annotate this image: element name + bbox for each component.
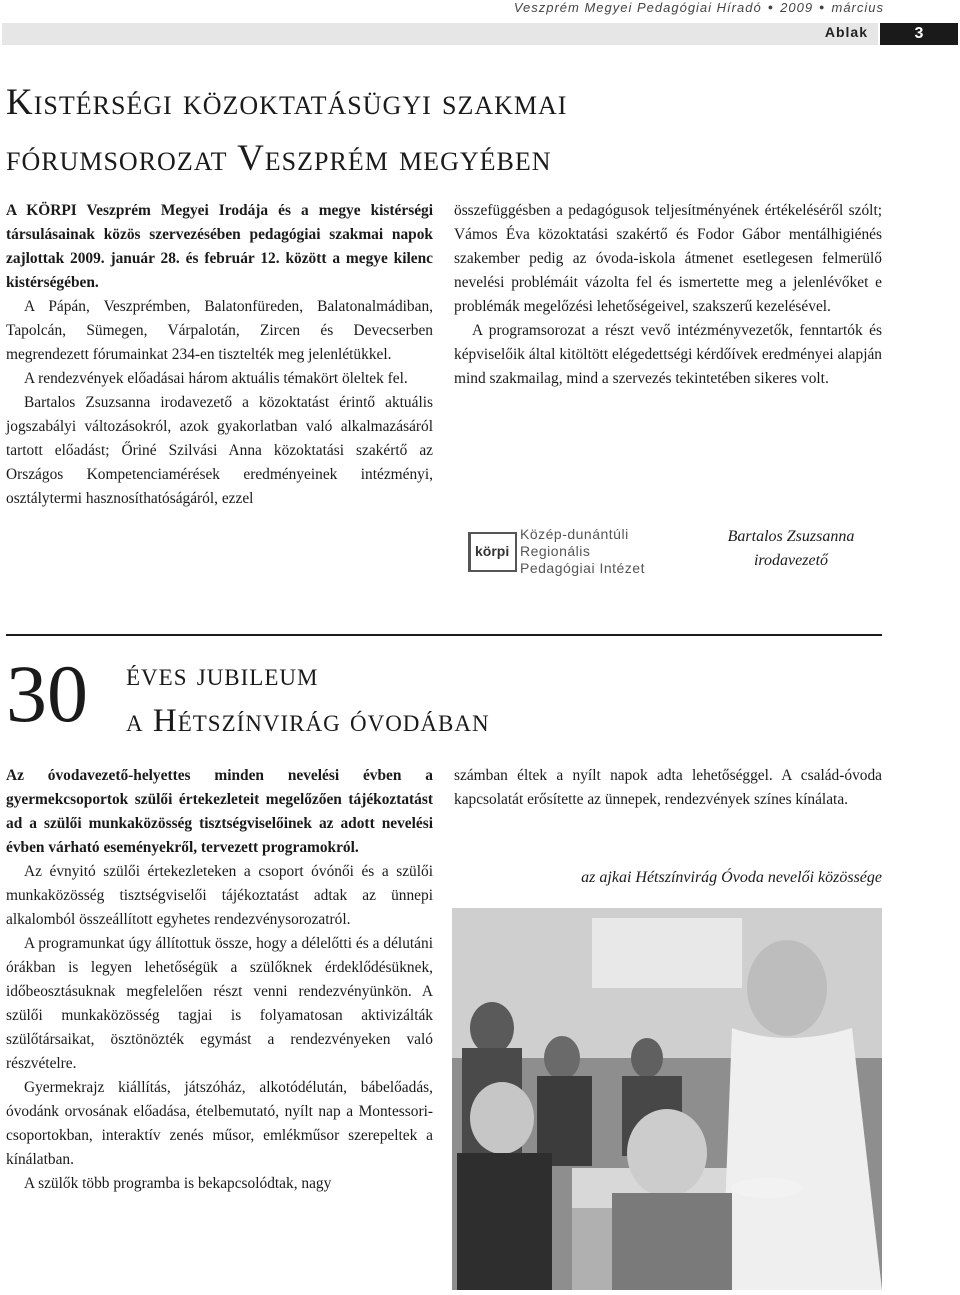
article2-paragraph-continued: számban éltek a nyílt napok adta lehetőséggel. A család-óvoda kapcsolatát erősítette az ünnepek, rendezvények színes kínálata. — [454, 767, 882, 808]
page-number: 3 — [880, 23, 958, 45]
article2-title-line2: a Hétszínvirág óvodában — [126, 703, 490, 739]
kindergarten-photo — [452, 908, 882, 1290]
korpi-logo-mark — [468, 532, 517, 572]
korpi-logo — [468, 520, 668, 580]
article2-paragraph: Gyermekrajz kiállítás, játszóház, alkotódélután, bábelőadás, óvodánk orvosának előadása, ételbemutató, nyílt nap a Montessori-csoportokban, interaktív zenés műsor, emlékműsor szerepeltek a kínálatban. — [6, 1079, 433, 1168]
article1-paragraph: Bartalos Zsuzsanna irodavezető a közoktatást érintő aktuális jogszabályi változásokról, azok gyakorlatban való alkalmazásáról tartott előadást; Őriné Szilvási Anna közoktatási szakértő az Országos Kompetenciamérések eredményeinek intézményi, osztálytermi hasznosíthatóságáról, ezzel — [6, 394, 433, 507]
article1-paragraph: A programsorozat a részt vevő intézményvezetők, fenntartók és képviselőik által kitöltött elégedettségi kérdőívek eredményei alapján mind szakmailag, mind a szervezés tekintetében sikeres volt. — [454, 322, 882, 387]
publication-month: március — [831, 0, 884, 15]
article1-lead: A KÖRPI Veszprém Megyei Irodája és a megye kistérségi társulásainak közös szervezésében pedagógiai szakmai napok zajlottak 2009. január 28. és február 12. között a megye kilenc kistérségében. — [6, 202, 433, 291]
article2-paragraph: Az évnyitó szülői értekezleteken a csoport óvónői és a szülői munkaközösség tisztségviselői tájékoztatást adtak az ünnepi alkalomból összeállított egyhetes rendezvénysorozatról. — [6, 863, 433, 928]
signature-role: irodavezető — [753, 552, 829, 569]
korpi-logo-text — [520, 526, 645, 577]
article1-column-right — [454, 199, 882, 391]
article1-title-line1: Kistérségi közoktatásügyi szakmai — [6, 82, 568, 123]
article1-paragraph: A Pápán, Veszprémben, Balatonfüreden, Balatonalmádiban, Tapolcán, Sümegen, Várpalotán, Zircen és Devecserben megrendezett fórumainkat 234-en tisztelték meg jelenlétükkel. — [6, 298, 433, 363]
header-bar — [2, 23, 878, 45]
article1-title — [6, 75, 886, 187]
signature-name: Bartalos Zsuzsanna — [727, 528, 855, 545]
bullet-icon: ● — [767, 2, 775, 12]
article2-signature: az ajkai Hétszínvirág Óvoda nevelői közössége — [581, 869, 882, 886]
article2-title — [6, 646, 886, 746]
section-label: Ablak — [824, 24, 868, 40]
bullet-icon: ● — [819, 2, 826, 12]
korpi-logo-mark-text: körpi — [475, 543, 510, 559]
article2-title-number: 30 — [6, 648, 88, 739]
korpi-logo-line: Pedagógiai Intézet — [520, 560, 645, 576]
article2-title-line1: éves jubileum — [126, 657, 319, 693]
article-divider — [6, 634, 882, 636]
article2-paragraph: A programunkat úgy állítottuk össze, hogy a délelőtti és a délutáni órákban is legyen lehetőségük a szülőknek érdeklődésüknek, időbeosztásuknak megfelelően részt venni rendezvényünkön. A szülői munkaközösség tagjai is folyamatosan aktivizálták szülőtársaikat, ösztönözték egymást a rendezvényeken való részvételre. — [6, 935, 433, 1072]
article1-paragraph: A rendezvények előadásai három aktuális témakört öleltek fel. — [24, 370, 408, 387]
korpi-logo-line: Közép-dunántúli — [520, 526, 629, 542]
article2-column-left — [6, 764, 433, 1196]
article2-lead: Az óvodavezető-helyettes minden nevelési évben a gyermekcsoportok szülői értekezleteit megelőzően tájékoztatást ad a szülői munkaközösség tisztségviselőinek az adott nevelési évben várható eseményekről, tervezett programokról. — [6, 767, 433, 856]
article1-title-line2: fórumsorozat Veszprém megyében — [6, 138, 552, 179]
publication-year: 2009 — [780, 0, 814, 15]
photo-illustration — [452, 908, 882, 1290]
article2-title-lines — [126, 652, 490, 744]
article2-paragraph: A szülők több programba is bekapcsolódtak, nagy — [24, 1175, 332, 1192]
article1-column-left — [6, 199, 433, 511]
article2-column-right — [454, 764, 882, 812]
publication-name: Veszprém Megyei Pedagógiai Híradó — [513, 0, 762, 15]
article1-paragraph-continued: összefüggésben a pedagógusok teljesítményének értékeléséről szólt; Vámos Éva közoktatási szakértő és Fodor Gábor mentálhigiénés szakember pedig az óvoda-iskola átmenet esetlegesen felmerülő nevelési problémáit vázolta fel és ismertette meg a jelenlévőket e problémák megelőzési lehetőségeivel, szakszerű kezelésével. — [454, 202, 882, 315]
korpi-logo-line: Regionális — [520, 543, 591, 559]
running-head — [514, 0, 884, 15]
article1-signature — [700, 525, 882, 573]
